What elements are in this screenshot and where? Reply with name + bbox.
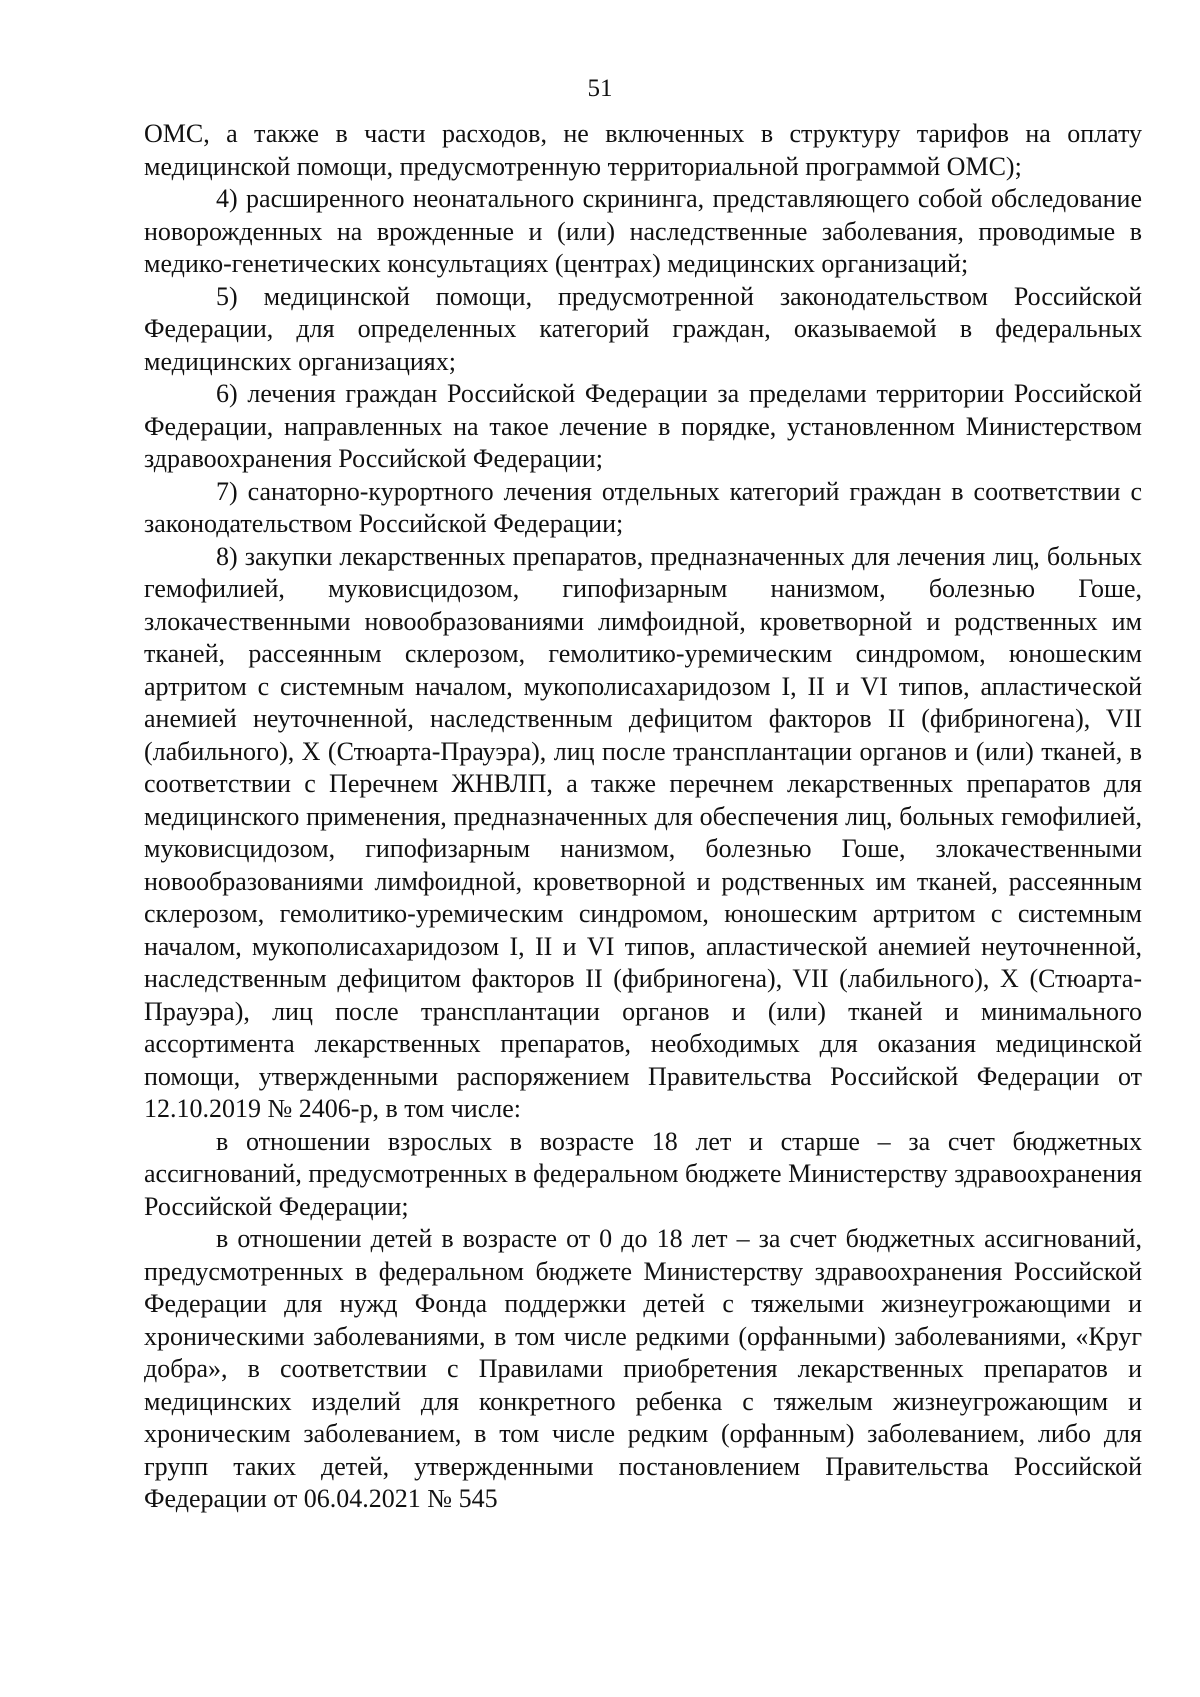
- paragraph-item-4: 4) расширенного неонатального скрининга, представляющего собой обследование новорожденных на врожденные и (или) наследственные заболевания, проводимые в медико-генетических консультациях (центрах) медицинских организаций;: [144, 184, 1142, 278]
- paragraph-children: в отношении детей в возрасте от 0 до 18 лет – за счет бюджетных ассигнований, предусмотренных в федеральном бюджете Министерству здравоохранения Российской Федерации для нужд Фонда поддержки детей с тяжелыми жизнеугрожающими и хроническими заболеваниями, в том числе редкими (орфанными) заболеваниями, «Круг добра», в соответствии с Правилами приобретения лекарственных препаратов и медицинских изделий для конкретного ребенка с тяжелым жизнеугрожающим и хроническим заболеванием, в том числе редким (орфанным) заболеванием, либо для групп таких детей, утвержденными постановлением Правительства Российской Федерации от 06.04.2021 № 545: [144, 1224, 1142, 1513]
- paragraph-item-6: 6) лечения граждан Российской Федерации за пределами территории Российской Федерации, направленных на такое лечение в порядке, установленном Министерством здравоохранения Российской Федерации;: [144, 379, 1142, 473]
- page-number: 51: [587, 75, 613, 102]
- paragraph-item-5: 5) медицинской помощи, предусмотренной законодательством Российской Федерации, для определенных категорий граждан, оказываемой в федеральных медицинских организациях;: [144, 281, 1142, 376]
- paragraph-continuation: ОМС, а также в части расходов, не включенных в структуру тарифов на оплату медицинской помощи, предусмотренную территориальной программой ОМС);: [144, 119, 1142, 181]
- paragraph-item-8: 8) закупки лекарственных препаратов, предназначенных для лечения лиц, больных гемофилией, муковисцидозом, гипофизарным нанизмом, болезнью Гоше, злокачественными новообразованиями лимфоидной, кроветворной и родственных им тканей, рассеянным склерозом, гемолитико-уремическим синдромом, юношеским артритом с системным началом, мукополисахаридозом I, II и VI типов, апластической анемией неуточненной, наследственным дефицитом факторов II (фибриногена), VII (лабильного), X (Стюарта-Прауэра), лиц после трансплантации органов и (или) тканей, в соответствии с Перечнем ЖНВЛП, а также перечнем лекарственных препаратов для медицинского применения, предназначенных для обеспечения лиц, больных гемофилией, муковисцидозом, гипофизарным нанизмом, болезнью Гоше, злокачественными новообразованиями лимфоидной, кроветворной и родственных им тканей, рассеянным склерозом, гемолитико-уремическим синдромом, юношеским артритом с системным началом, мукополисахаридозом I, II и VI типов, апластической анемией неуточненной, наследственным дефицитом факторов II (фибриногена), VII (лабильного), X (Стюарта-Прауэра), лиц после трансплантации органов и (или) тканей и минимального ассортимента лекарственных препаратов, необходимых для оказания медицинской помощи, утвержденными распоряжением Правительства Российской Федерации от 12.10.2019 № 2406-р, в том числе:: [144, 541, 1142, 1123]
- paragraph-item-7: 7) санаторно-курортного лечения отдельных категорий граждан в соответствии с законодательством Российской Федерации;: [144, 476, 1142, 538]
- paragraph-adults: в отношении взрослых в возрасте 18 лет и старше – за счет бюджетных ассигнований, предусмотренных в федеральном бюджете Министерству здравоохранения Российской Федерации;: [144, 1126, 1142, 1221]
- document-body: [144, 118, 1142, 1516]
